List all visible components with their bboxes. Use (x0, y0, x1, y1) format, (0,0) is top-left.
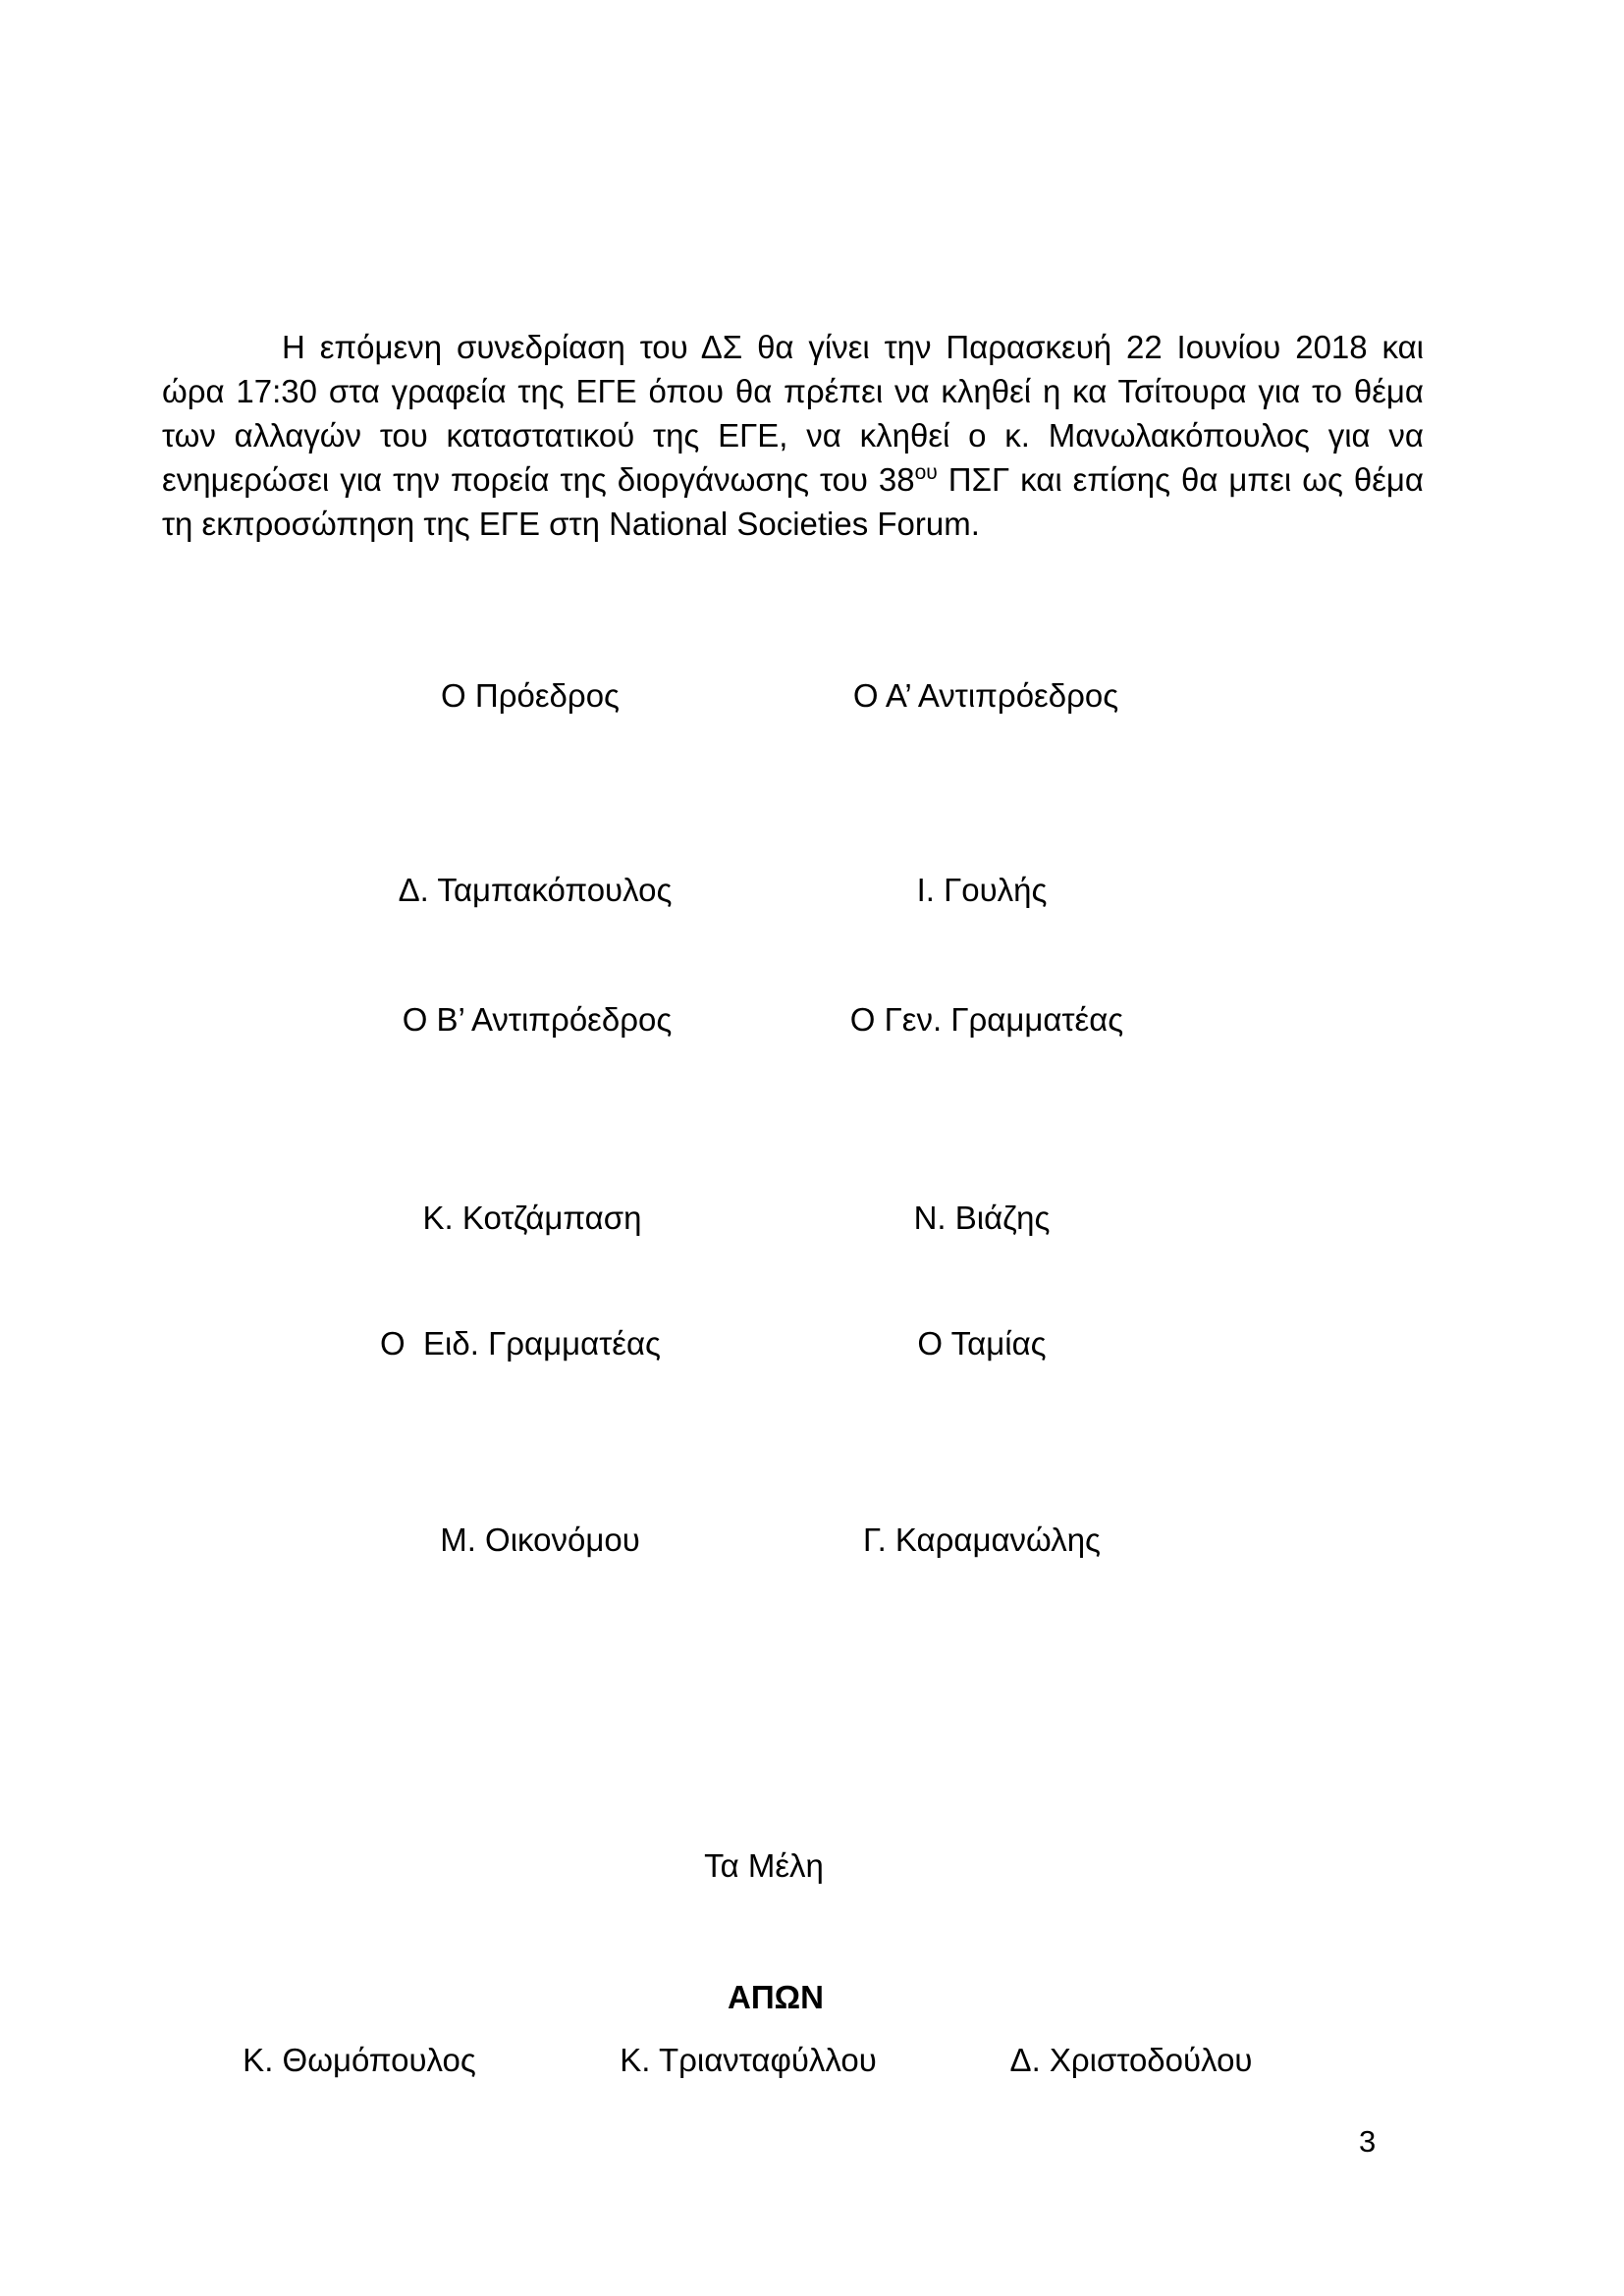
signature-title-president: Ο Πρόεδρος (441, 677, 620, 714)
signature-name-first-vice-president: Ι. Γουλής (916, 872, 1048, 908)
signature-name-special-secretary: Μ. Οικονόμου (440, 1522, 640, 1558)
signature-title-second-vice-president: Ο Β’ Αντιπρόεδρος (402, 1001, 673, 1038)
signature-title-treasurer: Ο Ταμίας (917, 1325, 1047, 1362)
signature-title-first-vice-president: Ο Α’ Αντιπρόεδρος (852, 677, 1119, 714)
absent-name-3: Δ. Χριστοδούλου (1009, 2042, 1253, 2078)
page-number: 3 (1359, 2124, 1377, 2159)
absent-name-2: Κ. Τριανταφύλλου (620, 2042, 877, 2078)
ordinal-superscript: ου (914, 461, 938, 484)
signature-name-treasurer: Γ. Καραμανώλης (863, 1522, 1101, 1558)
signature-title-special-secretary: Ο Ειδ. Γραμματέας (380, 1325, 661, 1362)
signature-title-general-secretary: Ο Γεν. Γραμματέας (849, 1001, 1124, 1038)
absent-heading: ΑΠΩΝ (728, 1979, 824, 2015)
absent-name-1: Κ. Θωμόπουλος (243, 2042, 476, 2078)
paragraph-text-continued: ΠΣΓ και επίσης θα μπει ως θέμα τη εκπροσώπηση της ΕΓΕ στη National Societies Forum. (162, 461, 1424, 542)
members-label: Τα Μέλη (704, 1847, 824, 1884)
signature-name-second-vice-president: Κ. Κοτζάμπαση (422, 1200, 642, 1236)
paragraph-text: Η επόμενη συνεδρίαση του ΔΣ θα γίνει την Παρασκευή 22 Ιουνίου 2018 και ώρα 17:30 στα γραφεία της ΕΓΕ όπου θα πρέπει να κληθεί η κα Τσίτουρα για το θέμα των αλλαγών του καταστατικού της ΕΓΕ, να κληθεί ο κ. Μανωλακόπουλος για να ενημερώσει για την πορεία της διοργάνωσης του 38 (162, 329, 1424, 498)
signature-name-general-secretary: Ν. Βιάζης (913, 1200, 1051, 1236)
signature-name-president: Δ. Ταμπακόπουλος (398, 872, 673, 908)
body-paragraph (162, 325, 1424, 546)
